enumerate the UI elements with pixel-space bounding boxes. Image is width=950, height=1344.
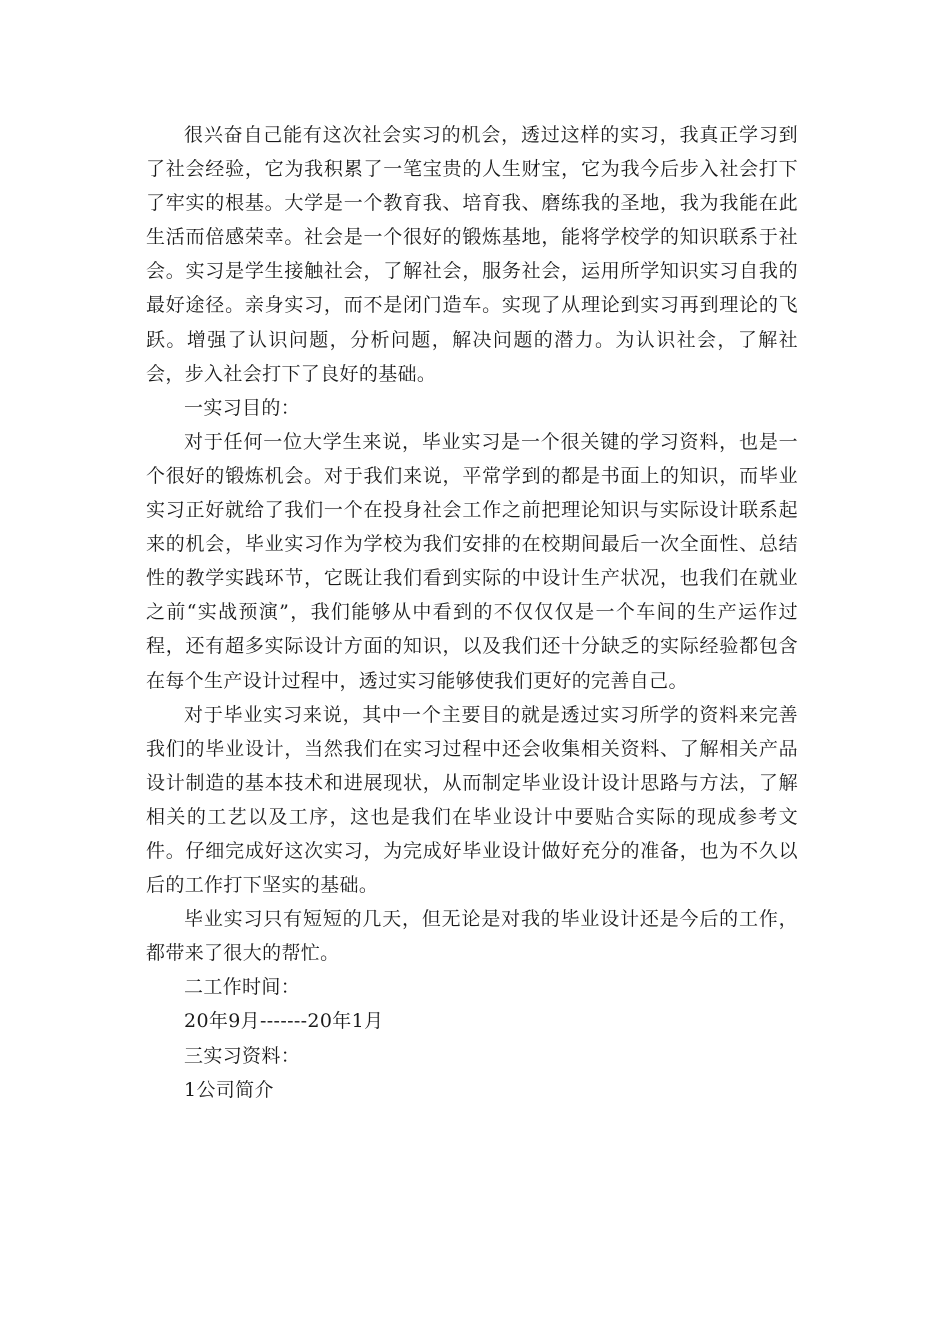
document-page <box>146 118 798 1107</box>
purpose-paragraph-2: 对于毕业实习来说，其中一个主要目的就是透过实习所学的资料来完善我们的毕业设计，当然我们在实习过程中还会收集相关资料、了解相关产品设计制造的基本技术和进展现状，从而制定毕业设计设计思路与方法，了解相关的工艺以及工序，这也是我们在毕业设计中要贴合实际的现成参考文件。仔细完成好这次实习，为完成好毕业设计做好充分的准备，也为不久以后的工作打下坚实的基础。 <box>146 703 798 897</box>
section-heading-materials: 三实习资料： <box>184 1044 301 1067</box>
purpose-paragraph-3: 毕业实习只有短短的几天，但无论是对我的毕业设计还是今后的工作，都带来了很大的帮忙。 <box>146 908 798 965</box>
work-time-range: 20年9月-------20年1月 <box>184 1010 384 1033</box>
intro-paragraph: 很兴奋自己能有这次社会实习的机会，透过这样的实习，我真正学习到了社会经验，它为我积累了一笔宝贵的人生财宝，它为我今后步入社会打下了牢实的根基。大学是一个教育我、培育我、磨练我的圣地，我为我能在此生活而倍感荣幸。社会是一个很好的锻炼基地，能将学校学的知识联系于社会。实习是学生接触社会，了解社会，服务社会，运用所学知识实习自我的最好途径。亲身实习，而不是闭门造车。实现了从理论到实习再到理论的飞跃。增强了认识问题，分析问题，解决问题的潜力。为认识社会，了解社会，步入社会打下了良好的基础。 <box>146 124 798 385</box>
purpose-paragraph-1: 对于任何一位大学生来说，毕业实习是一个很关键的学习资料，也是一个很好的锻炼机会。对于我们来说，平常学到的都是书面上的知识，而毕业实习正好就给了我们一个在投身社会工作之前把理论知识与实际设计联系起来的机会，毕业实习作为学校为我们安排的在校期间最后一次全面性、总结性的教学实践环节，它既让我们看到实际的中设计生产状况，也我们在就业之前“实战预演”，我们能够从中看到的不仅仅仅是一个车间的生产运作过程，还有超多实际设计方面的知识，以及我们还十分缺乏的实际经验都包含在每个生产设计过程中，透过实习能够使我们更好的完善自己。 <box>146 430 798 692</box>
subsection-heading-company-intro: 1公司简介 <box>184 1078 274 1101</box>
section-heading-purpose: 一实习目的： <box>184 396 301 419</box>
section-heading-work-time: 二工作时间： <box>184 976 301 999</box>
